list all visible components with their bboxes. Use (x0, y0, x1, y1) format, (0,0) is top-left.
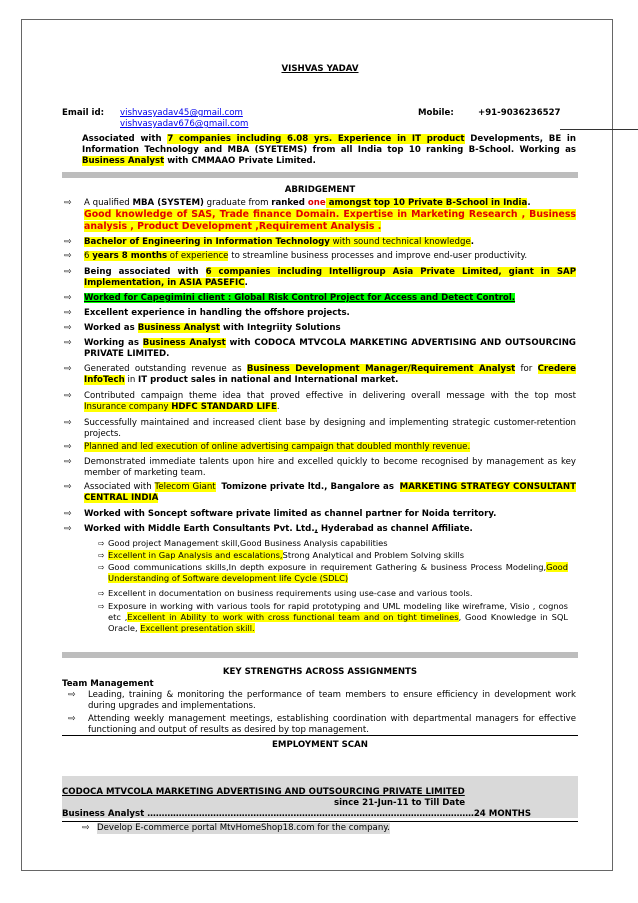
bullet-arrow-icon: ⇨ (64, 364, 72, 374)
bullet-arrow-icon: ⇨ (64, 442, 72, 452)
skill-item-gap: Excellent in Gap Analysis and escalations,Strong Analytical and Problem Solving skills (108, 550, 465, 560)
abridgement-item-soncept: Worked with Soncept software private limited as channel partner for Noida territory. (84, 509, 497, 519)
abridgement-item-mba: A qualified MBA (SYSTEM) graduate from ranked one amongst top 10 Private B-School in India. Good knowledge of SAS, Trade finance Domain. Expertise in Marketing Research , Business analysis , Product Development ,Requirement Analysis . (84, 198, 576, 232)
abridgement-title: ABRIDGEMENT (284, 185, 356, 195)
bullet-arrow-icon: ⇨ (64, 391, 72, 401)
skill-item-communication: Good communications skills,In depth exposure in requirement Gathering & business Process Modeling,Good Understanding of Software development life Cycle (SDLC) (108, 562, 568, 583)
sub-arrow-icon: ⇨ (98, 602, 105, 611)
mobile-number: +91-9036236527 (478, 108, 561, 118)
bullet-arrow-icon: ⇨ (64, 338, 72, 348)
mobile-label: Mobile: (418, 108, 454, 118)
abridgement-item-retention: Successfully maintained and increased client base by designing and implementing strategic customer-retention projects. (84, 418, 576, 439)
abridgement-item-hdfc: Contributed campaign theme idea that proved effective in delivering overall message with the top most Insurance company HDFC STANDARD LIFE. (84, 391, 576, 412)
candidate-name: VISHVAS YADAV (281, 64, 359, 74)
sub-arrow-icon: ⇨ (98, 589, 105, 598)
strengths-title: KEY STRENGTHS ACROSS ASSIGNMENTS (222, 667, 418, 677)
section-bar-abridgement (62, 652, 578, 658)
bullet-arrow-icon: ⇨ (64, 293, 72, 303)
strengths-rule (62, 735, 578, 736)
abridgement-item-integriity: Worked as Business Analyst with Integriity Solutions (84, 323, 341, 333)
bullet-arrow-icon: ⇨ (64, 524, 72, 534)
sub-arrow-icon: ⇨ (98, 551, 105, 560)
abridgement-item-offshore: Excellent experience in handling the offshore projects. (84, 308, 350, 318)
abridgement-item-middle-earth: Worked with Middle Earth Consultants Pvt. Ltd., Hyderabad as channel Affiliate. (84, 524, 473, 534)
bullet-arrow-icon: ⇨ (64, 267, 72, 277)
sub-arrow-icon: ⇨ (98, 539, 105, 548)
skill-item-tools: Exposure in working with various tools for rapid prototyping and UML modeling like wireframe, Visio , cognos etc ,Excellent in Ability to work with cross functional team and on tight timelines, Good Knowledge in SQL Oracle, Excellent presentation skill. (108, 601, 568, 633)
bullet-arrow-icon: ⇨ (64, 198, 72, 208)
bullet-arrow-icon: ⇨ (68, 690, 76, 700)
strengths-subtitle: Team Management (62, 679, 154, 689)
bullet-arrow-icon: ⇨ (64, 482, 72, 492)
bullet-arrow-icon: ⇨ (64, 418, 72, 428)
email-label: Email id: (62, 108, 105, 118)
abridgement-item-experience: 6 years 8 months of experience to streamline business processes and improve end-user productivity. (84, 251, 528, 261)
skill-item-documentation: Excellent in documentation on business requirements using use-case and various tools. (108, 588, 473, 598)
header-rule (560, 129, 638, 130)
abridgement-item-companies: Being associated with 6 companies including Intelligroup Asia Private Limited, giant in SAP Implementation, in ASIA PASEFIC. (84, 267, 576, 288)
abridgement-item-codoca: Working as Business Analyst with CODOCA MTVCOLA MARKETING ADVERTISING AND OUTSOURCING PRIVATE LIMITED. (84, 338, 576, 359)
abridgement-item-talents: Demonstrated immediate talents upon hire and excelled quickly to become recognised by management as key member of marketing team. (84, 457, 576, 478)
intro-summary: Associated with 7 companies including 6.08 yrs. Experience in IT product Developments, BE in Information Technology and MBA (SYETEMS) from all India top 10 ranking B-School. Working as Business Analyst with CMMAAO Private Limited. (82, 134, 576, 166)
employment-dates: since 21-Jun-11 to Till Date (334, 798, 466, 808)
bullet-arrow-icon: ⇨ (82, 823, 90, 833)
bullet-arrow-icon: ⇨ (64, 457, 72, 467)
bullet-arrow-icon: ⇨ (64, 323, 72, 333)
abridgement-item-capgemini: Worked for Capegimini client : Global Risk Control Project for Access and Detect Control. (84, 293, 516, 303)
employment-title: EMPLOYMENT SCAN (272, 740, 368, 750)
bullet-arrow-icon: ⇨ (64, 251, 72, 261)
section-bar-intro (62, 172, 578, 178)
abridgement-item-tomizone: Associated with Telecom Giant Tomizone private ltd., Bangalore as MARKETING STRATEGY CONSULTANT CENTRAL INDIA (84, 482, 576, 503)
email-link-primary[interactable]: vishvasyadav45@gmail.com (120, 108, 243, 118)
employment-role-line: Business Analyst ……………………………………………………………………………………………………24 MONTHS (62, 809, 532, 819)
employment-task: Develop E-commerce portal MtvHomeShop18.com for the company. (97, 823, 390, 833)
strength-item-meetings: Attending weekly management meetings, establishing coordination with departmental managers for effective functioning and output of results as desired by top management. (88, 714, 576, 735)
abridgement-item-engineering: Bachelor of Engineering in Information Technology with sound technical knowledge. (84, 237, 475, 247)
employment-company: CODOCA MTVCOLA MARKETING ADVERTISING AND OUTSOURCING PRIVATE LIMITED (62, 787, 465, 797)
email-link-secondary[interactable]: vishvasyadav676@gmail.com (120, 119, 249, 129)
bullet-arrow-icon: ⇨ (64, 237, 72, 247)
sub-arrow-icon: ⇨ (98, 563, 105, 572)
employment-rule (62, 821, 578, 822)
bullet-arrow-icon: ⇨ (68, 714, 76, 724)
skill-item-pm: Good project Management skill,Good Business Analysis capabilities (108, 538, 388, 548)
bullet-arrow-icon: ⇨ (64, 509, 72, 519)
abridgement-item-credere: Generated outstanding revenue as Business Development Manager/Requirement Analyst for Credere InfoTech in IT product sales in national and International market. (84, 364, 576, 385)
abridgement-item-campaign: Planned and led execution of online advertising campaign that doubled monthly revenue. (84, 442, 471, 452)
strength-item-leading: Leading, training & monitoring the performance of team members to ensure efficiency in development work during upgrades and implementations. (88, 690, 576, 711)
bullet-arrow-icon: ⇨ (64, 308, 72, 318)
